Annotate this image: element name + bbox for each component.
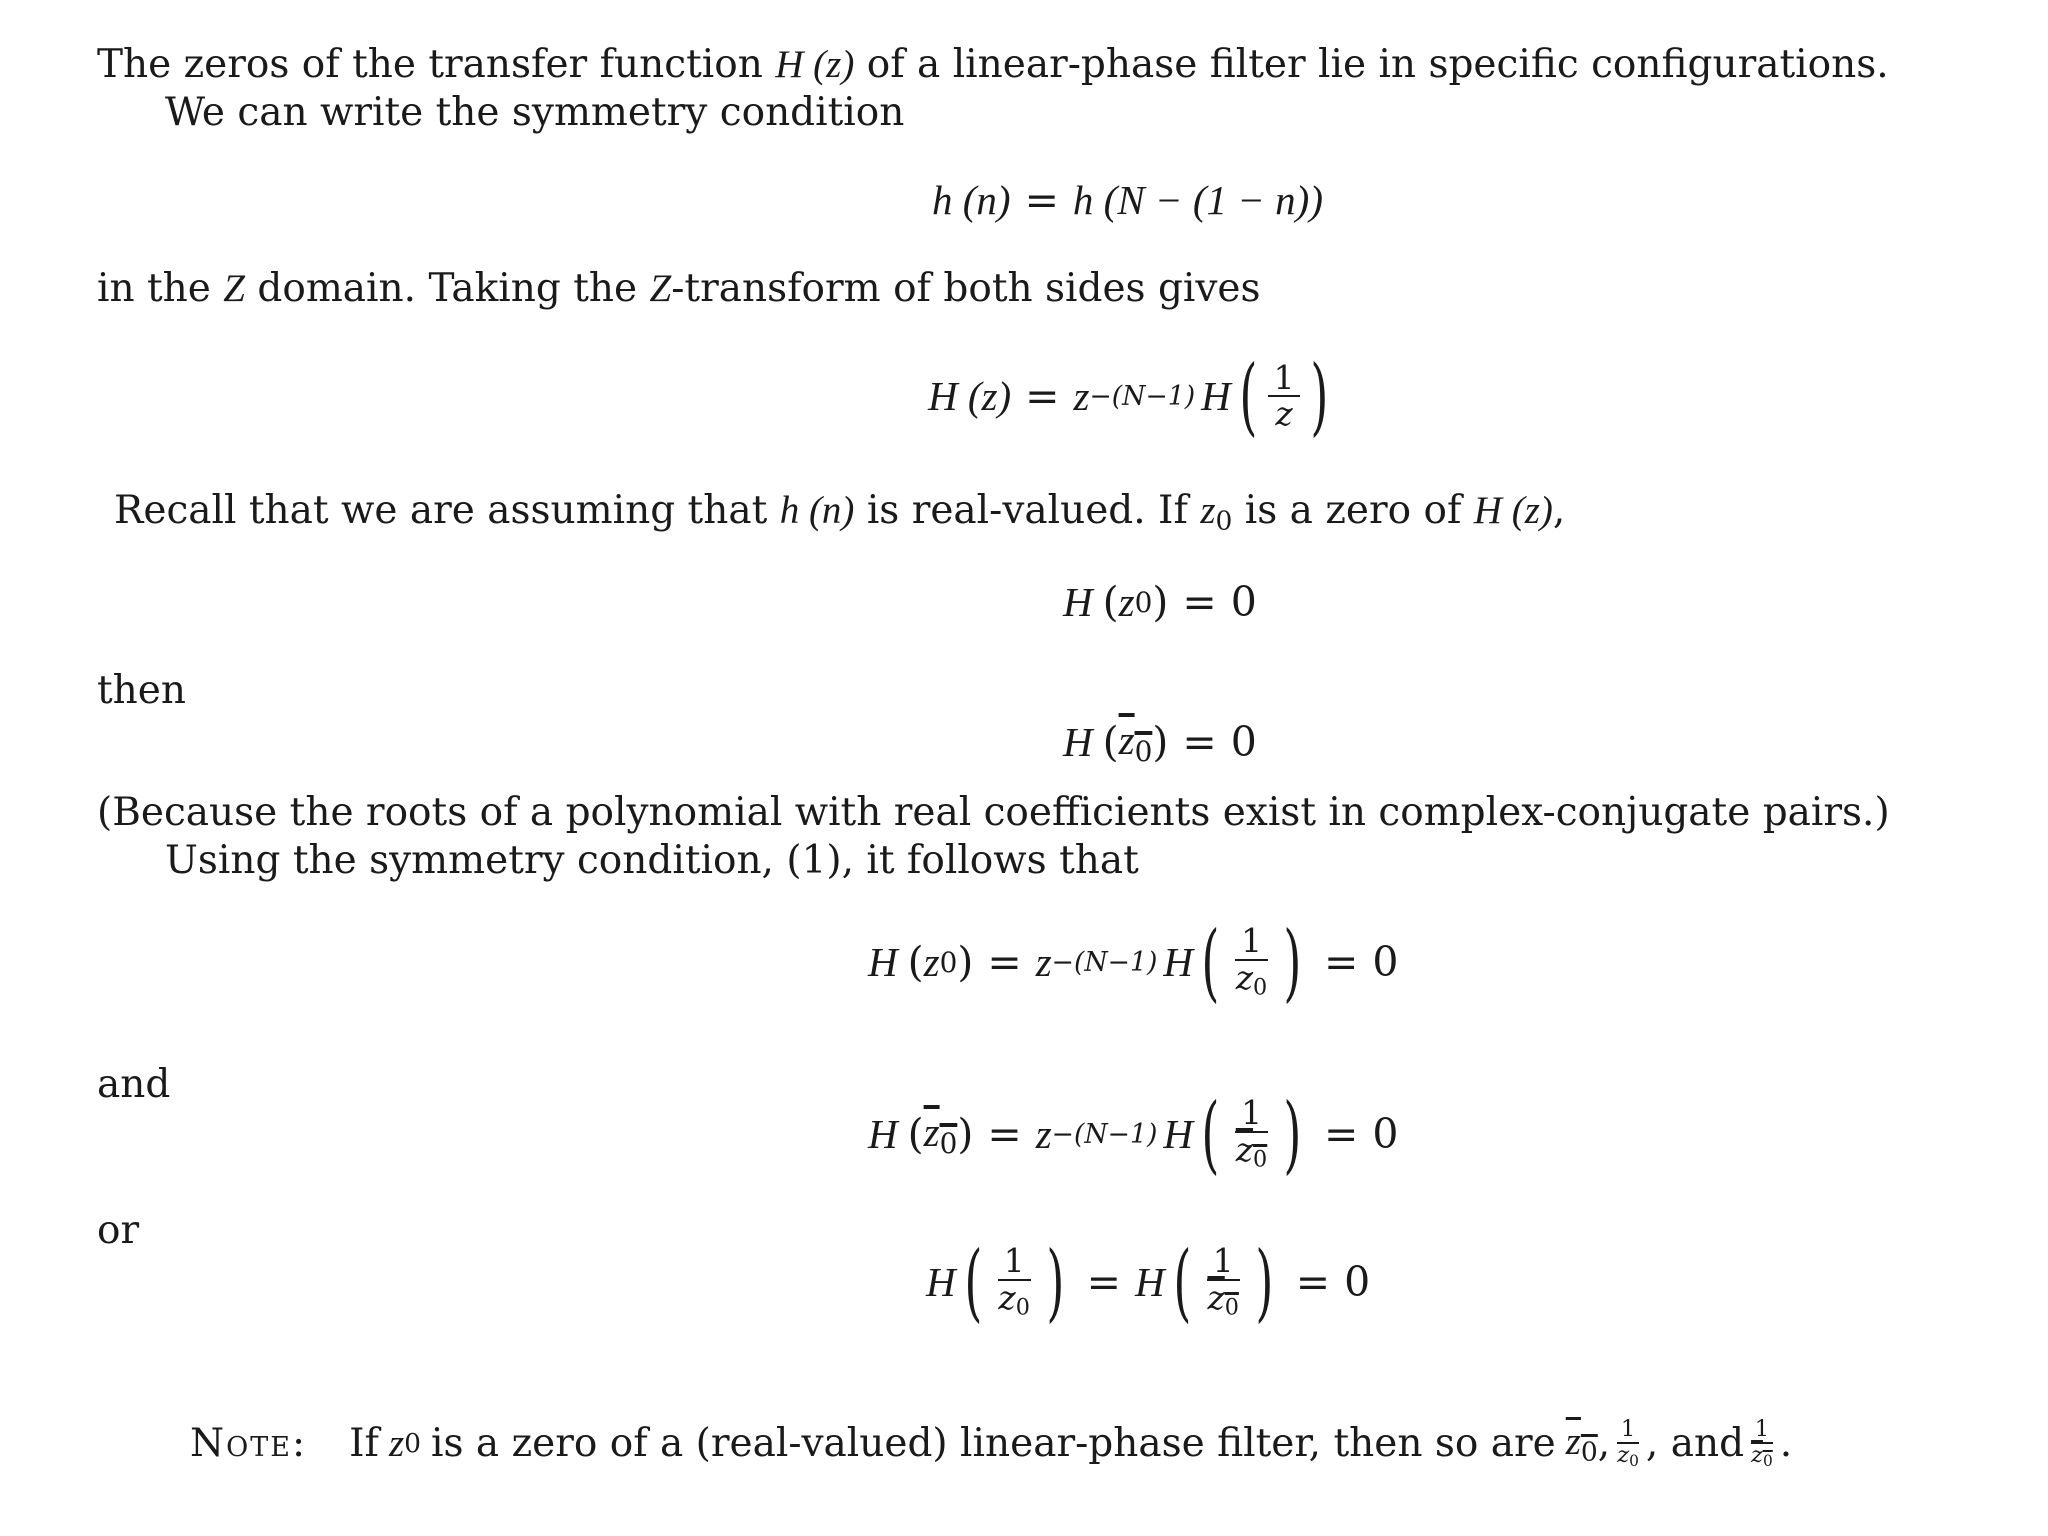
note-period: . <box>1779 1420 1793 1466</box>
eq4-z: z <box>1118 717 1135 763</box>
equation-reciprocal <box>926 1233 1371 1331</box>
note-label: Note: <box>190 1420 308 1466</box>
eq1-rhs: h (N − (1 − n)) <box>1072 177 1323 223</box>
eq7-frac-den: $z_0$ <box>998 1278 1030 1321</box>
eq2-H: H <box>1201 373 1231 420</box>
eq6-H2: H <box>1163 1111 1193 1158</box>
eq5-lparen: ( <box>907 938 924 987</box>
eq2-equals: = <box>1025 372 1060 421</box>
eq4-conj <box>1119 716 1153 768</box>
note-text-b: is a zero of a (real-valued) linear-phase filter, then so are <box>431 1420 1556 1466</box>
paragraph-recall <box>114 488 1565 537</box>
note-frac1-num: 1 <box>1617 1418 1639 1444</box>
equation-H-z0-expanded <box>868 913 1399 1011</box>
paragraph-because <box>97 790 1890 837</box>
eq2-lparen: ( <box>1239 347 1258 445</box>
eq5-H: H <box>868 939 898 986</box>
intro-text-a: The zeros of the transfer function <box>97 42 763 87</box>
eq5-fraction <box>1230 924 1273 999</box>
eq3-rhs: 0 <box>1230 578 1257 626</box>
eq6-z: z <box>923 1109 940 1156</box>
eq7-lparen: ( <box>963 1233 983 1331</box>
eq7-fraction <box>992 1244 1035 1319</box>
note-comma-1: , <box>1597 1420 1611 1466</box>
z-domain-text-c: -transform of both sides gives <box>671 266 1261 311</box>
eq5-big-rparen: ) <box>1283 913 1302 1011</box>
eq6-rparen: ) <box>957 1110 974 1159</box>
eq3-lparen: ( <box>1102 578 1119 626</box>
eq2-exponent: −(N−1) <box>1089 380 1196 412</box>
eq5-frac-num: 1 <box>1235 924 1268 960</box>
eq6-fraction <box>1230 1096 1273 1171</box>
eq2-lhs: H (z) <box>928 373 1012 420</box>
math-Z-2: Z <box>649 267 672 310</box>
equation-H-conj-z0 <box>1063 716 1257 768</box>
note-frac2-num: 1 <box>1751 1418 1773 1444</box>
eq5-H2: H <box>1163 939 1193 986</box>
eq4-sub: 0 <box>1134 734 1153 768</box>
math-Z: Z <box>223 267 245 310</box>
equation-z-transform <box>928 347 1337 445</box>
eq5-rhs: 0 <box>1372 938 1399 987</box>
eq5-frac-den: $z_0$ <box>1235 958 1268 1001</box>
eq3-z: z <box>1118 579 1135 625</box>
note-conj-z0: $z_0$ <box>1565 1420 1598 1468</box>
math-Hz-2: H (z) <box>1473 489 1553 532</box>
eq6-equals: = <box>987 1110 1022 1159</box>
eq6-sub: 0 <box>939 1127 958 1160</box>
eq5-rparen: ) <box>957 938 974 987</box>
text-then <box>97 668 186 715</box>
note-block <box>190 1418 1792 1469</box>
paragraph-intro <box>97 42 1889 89</box>
recall-text-b: is real-valued. If <box>866 488 1188 533</box>
paragraph-z-domain <box>97 266 1261 313</box>
and-word: and <box>97 1062 171 1107</box>
eq7-equals: = <box>1086 1258 1122 1307</box>
note-frac2-den: $z_0$ <box>1751 1441 1773 1470</box>
eq6-conj <box>924 1108 958 1160</box>
eq7-lparen-2: ( <box>1173 1233 1192 1331</box>
eq6-H: H <box>868 1111 898 1158</box>
eq6-rhs: 0 <box>1372 1110 1399 1159</box>
eq6-frac-num: 1 <box>1235 1096 1268 1132</box>
text-and <box>97 1062 170 1109</box>
eq7-frac2-den: $z_0$ <box>1207 1278 1239 1321</box>
math-z0-sub: 0 <box>1215 505 1233 537</box>
eq6-exponent: −(N−1) <box>1051 1118 1158 1150</box>
eq6-equals-2: = <box>1324 1110 1359 1159</box>
eq6-zfac: z <box>1035 1111 1052 1158</box>
intro-text-b: of a linear-phase filter lie in specific configurations. <box>866 42 1889 87</box>
recall-text-a: Recall that we are assuming that <box>114 488 768 533</box>
eq4-rparen: ) <box>1152 717 1169 766</box>
eq1-lhs: h (n) <box>932 177 1011 223</box>
eq3-sub: 0 <box>1134 585 1153 619</box>
note-frac-1 <box>1613 1418 1643 1469</box>
eq5-big-lparen: ( <box>1201 913 1220 1011</box>
eq7-rhs: 0 <box>1344 1258 1371 1307</box>
math-Hz: H (z) <box>775 43 855 86</box>
eq4-lparen: ( <box>1102 717 1119 766</box>
or-word: or <box>97 1208 140 1253</box>
equation-H-conj-expanded <box>868 1085 1399 1183</box>
eq3-equals: = <box>1182 578 1217 626</box>
eq1-equals: = <box>1024 176 1059 224</box>
eq4-H: H <box>1063 718 1093 765</box>
note-text-c: , and <box>1645 1420 1745 1466</box>
note-z0: z <box>388 1421 405 1465</box>
eq2-z: z <box>1073 373 1090 420</box>
then-word: then <box>97 668 186 713</box>
math-hn: h (n) <box>779 489 855 532</box>
paragraph-symmetry-intro <box>165 90 904 137</box>
eq5-z: z <box>923 939 940 986</box>
eq6-lparen: ( <box>907 1110 924 1159</box>
note-frac-2 <box>1747 1418 1777 1469</box>
eq5-sub: 0 <box>939 945 958 979</box>
text-or <box>97 1208 139 1255</box>
eq7-H2: H <box>1135 1259 1165 1306</box>
recall-text-c: is a zero of <box>1244 488 1462 533</box>
eq7-frac-num: 1 <box>998 1244 1031 1280</box>
eq3-rparen: ) <box>1152 578 1169 626</box>
recall-comma: , <box>1552 488 1566 533</box>
eq2-fraction <box>1268 358 1301 434</box>
symmetry-intro-text: We can write the symmetry condition <box>165 90 905 135</box>
eq7-equals-2: = <box>1295 1258 1331 1307</box>
eq4-rhs: 0 <box>1230 717 1257 766</box>
eq2-rparen: ) <box>1310 347 1329 445</box>
equation-H-z0 <box>1063 578 1257 626</box>
z-domain-text-b: domain. Taking the <box>257 266 638 311</box>
because-text: (Because the roots of a polynomial with real coefficients exist in complex-conjugate pairs.) <box>97 790 1890 835</box>
eq7-rparen-2: ) <box>1255 1233 1274 1331</box>
math-z0: z <box>1200 489 1216 532</box>
eq7-fraction-2 <box>1201 1244 1244 1319</box>
using-symmetry-text: Using the symmetry condition, (1), it follows that <box>165 838 1139 883</box>
eq3-H: H <box>1063 579 1093 625</box>
eq2-frac-num: 1 <box>1268 361 1301 397</box>
eq4-equals: = <box>1182 717 1217 766</box>
eq5-equals-2: = <box>1324 938 1359 987</box>
eq7-H: H <box>926 1259 956 1306</box>
equation-symmetry <box>932 176 1323 224</box>
eq5-equals: = <box>987 938 1022 987</box>
eq6-big-rparen: ) <box>1283 1085 1302 1183</box>
eq7-frac2-num: 1 <box>1207 1244 1240 1280</box>
note-text-a: If <box>349 1420 379 1466</box>
note-z0-sub: 0 <box>404 1427 422 1459</box>
paragraph-using-symmetry <box>165 838 1139 885</box>
z-domain-text-a: in the <box>97 266 211 311</box>
eq2-frac-den: z <box>1275 395 1293 434</box>
eq5-exponent: −(N−1) <box>1051 946 1158 978</box>
eq6-big-lparen: ( <box>1201 1085 1220 1183</box>
eq6-frac-den: $z_0$ <box>1235 1130 1268 1173</box>
note-frac1-den: $z_0$ <box>1617 1441 1639 1470</box>
eq5-zfac: z <box>1035 939 1052 986</box>
eq7-rparen: ) <box>1046 1233 1065 1331</box>
